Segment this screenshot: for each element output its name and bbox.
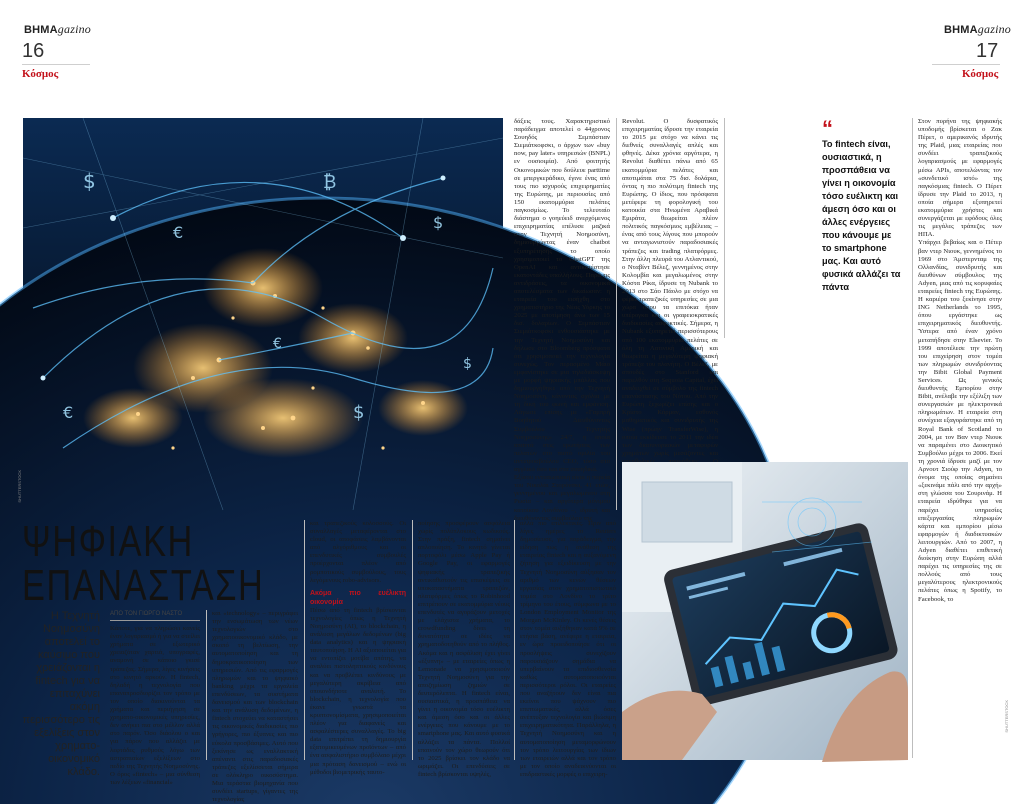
article-column-8 [918, 118, 1002, 758]
currency-symbol-icon: $ [83, 169, 96, 193]
paragraph: Πέσω από τη fintech βρίσκονται τεχνολογίες όπως η Τεχνητή Νοημοσύνη (AI), το blockchain, η ανάλυση μεγάλων δεδομένων (big data analytics) και η ψηφιακή ταυτοποίηση. Η AI αξιοποιείται για να εντοπίζει μοτίβα απάτης, να αναλύει πιστοληπτικούς κινδύνους και να προβλέπει κινδύνους με μεγαλύτερη ακρίβεια από οποιονδήποτε αναλυτή. Το blockchain, η τεχνολογία που έκανε γνωστά τα κρυπτονομίσματα, χρησιμοποιείται πλέον για διαφανείς και ασφαλέστερες συναλλαγές. Το big data επιτρέπει τη δημιουργία εξατομικευμένων προϊόντων – από ένα ασφαλιστήριο συμβόλαιο μέχρι μια πρόταση δανεισμού – ενώ οι μέθοδοι βιομετρικής ταυτο- [310, 606, 406, 776]
column-divider [724, 118, 725, 338]
earth-network-photo [23, 118, 503, 510]
header-rule-left [22, 64, 90, 65]
article-column-2 [212, 610, 298, 804]
network-node-icon [110, 215, 116, 221]
article-column-5 [514, 118, 610, 522]
pull-quote: Το fintech είναι, ουσιαστικά, η προσπάθεια να γίνει η οικονομία τόσο ευέλικτη και άμεση όσο και οι άλλες ενέργειες που κάνουμε με το smartphone μας. Και αυτό φυσικά αλλάζει τα πάντα [822, 139, 901, 292]
section-label-right: Κόσμος [962, 68, 999, 80]
paragraph: ποίησης προσφέρουν ασφάλεια χωρίς πολύπλοκους κωδικούς. Στην πράξη, fintech σημαίνει απλοποίηση. Το κινητό γίνεται πορτοφόλι μέσω Apple Pay ή Google Pay, οι εφαρμογές ψηφιακής τραπεζικής αντικαθιστούν τις επισκέψεις σε υποκαταστήματα τραπεζών, πλατφόρμες όπως το Robinhood επιτρέπουν σε εκατομμύρια νέους επενδυτές να αγοράζουν μετοχές με ελάχιστα χρήματα, το crowdfunding δίνει τη δυνατότητα σε ιδέες να χρηματοδοτηθούν από το πλήθος. Ακόμα και η ασφάλιση έχει γίνει «έξυπνη» – με εταιρείες όπως η Lemonade να χρησιμοποιούν Τεχνητή Νοημοσύνη για την αποζημίωση ζημιών σε δευτερόλεπτα. Η fintech είναι, ουσιαστικά, η προσπάθεια να γίνει η οικονομία τόσο ευέλικτη και άμεση όσο και οι άλλες ενέργειες που κάνουμε με το smartphone μας. Και αυτό φυσικά αλλάζει τα πάντα. Πολλοί επαινούν τον χώρο θεωρούν ότι το 2025 βρίσκει τον κλάδο να ωριμάζει. Οι επενδύσεις σε fintech βρίσκονται υψηλές, [418, 520, 510, 778]
byline: ΑΠΟ ΤΟΝ ΓΙΩΡΓΟ ΝΑΣΤΟ [110, 610, 200, 621]
currency-symbol-icon: $ [433, 213, 444, 232]
paragraph: Εξίσου εντυπωσιακή είναι η πορεία του Νικολάι Στορόνσκι, 41 ετών, γεννημένου και μεγαλωμένου στη Ρωσία – και αργότερα μόνιμου κατοίκου Λονδίνου –, ιδρυτή και διευθύνοντος συμβούλου της [514, 474, 610, 522]
paragraph: Υπάρχει βεβαίως και ο Πέτερ βαν ντερ Νιουκ, γεννημένος το 1969 στο Άμστερνταμ της Ολλανδίας, συνιδρυτής και διευθύνων σύμβουλος της Adyen, μιας από τις κορυφαίες εταιρείες fintech της Ευρώπης. Η καριέρα του ξεκίνησε στην ING Netherlands το 1995, όπου εργάστηκε ως επιχειρηματικός διευθυντής. Ύστερα από έναν χρόνο μεταπήδησε στην Elsevier. Το 1999 αποτέλεσε την πρώτη του επιχείρηση στον τομέα των πληρωμών συνιδρύοντας την Bibit Global Payment Services. Ως γενικός διευθυντής Εμπορίου στην Bibit, ανέλαβε την εξέλιξη των συνεργασιών με ηλεκτρονικά πληρωμάτων. Η εταιρεία στη συνέχεια εξαγοράστηκε από τη Royal Bank of Scotland το 2004, με τον Βαν ντερ Νιουκ να παραμένει στο Διοικητικό Συμβούλιο μέχρι το 2006. Εκεί τη χρονιά ίδρυσε μαζί με τον Αρνουτ Σιούφ την Adyen, το όνομα της οποίας σημαίνει «ξεκινάμε πάλι από την αρχή» στη γλώσσα του Σουρινάμ. Η εταιρεία ιδρύθηκε για να παρέχει υπηρεσίες επεξεργασίας πληρωμών κάρτα και εμπορίου μέσω εφαρμογών ή διαδικτυακών λειτουργιών. Από το 2007, η Adyen διαθέτει επιθετική διοίκηση στην Ευρώπη αλλά παρέχει τις υπηρεσίες της σε πολλούς από τους μεγαλύτερους ηλεκτρονικούς πελάτες όπως η Spotify, το Facebook, το [918, 239, 1002, 603]
column-divider [304, 520, 305, 760]
currency-symbol-icon: € [173, 223, 184, 242]
currency-symbol-icon: € [273, 336, 282, 352]
section-subhead: Ακόμα πιο ευέλικτη οικονομία [310, 589, 406, 606]
paragraph: αλλά πιο επιλεκτικές. Πριν από λίγες ημέρες το Reuters δημοσίευσε, για παράδειγμα, την είδηση πως η ανάθεση της εταιρείας fintech και η αυξανόμενη ζήτηση για εξειδίκευση με την Τεχνητή Νοημοσύνη αύξησαν τον αριθμό των κενών θέσεων εργασίας στον χρηματοπιστωτικό τομέα στο Λονδίνο το τρίτο τρίμηνο του έτους, σύμφωνα με το London Employment Monitor της Morgan McKinley. Οι κενές θέσεις στον τομέα αυξήθηκαν κατά 9% σε ετήσια βάση, ανέφερε η εταιρεία, εν ώρα προειδοποίησε ότι οι προσλήψεις συνεχίζουν παρουσιάζουν σημάδια να υπερβαίνουν τα επιδιοσθενσία καθώς αυτοματοποιούνται περισσότεροι ρόλοι. Οι εταιρείες που αναζήτουν δεν είναι πια εκείνοι που ψάχνουν πιο επιπτωματικές, αλλά όσες ανέπτυξαν τεχνολογία και βιώσιμη επιχειρηματικότητα. Παράλληλα, η Τεχνητή Νοημοσύνη και η αυτοματοποίηση μεταμορφώνουν τον τρόπο λειτουργίας των ίδιων των εταιρειών αλλά και τον τρόπο με τον οποίο αναδεικνύονται οι επιδραστικές μορφές ο επιχειρη- [520, 520, 616, 778]
article-headline [22, 517, 265, 610]
currency-symbol-icon: ₿ [323, 172, 337, 193]
headline-line: ΨΗΦΙΑΚΗ [22, 517, 194, 566]
column-divider [912, 118, 913, 758]
photo-credit-earth: SHUTTERSTOCK [17, 470, 22, 503]
article-column-6 [622, 118, 718, 510]
column-divider [616, 118, 617, 510]
brand-italic: gazino [977, 22, 1012, 36]
earth-network-illustration [23, 118, 503, 510]
currency-symbol-icon: € [63, 403, 74, 422]
paragraph: και «technology» – περιγράφει την ενσωμάτωση των νέων τεχνολογιών στο χρηματοοικονομικό κλάδο, με σκοπό τη βελτίωση, την αυτοματοποίηση και τη δημοκρατικοποίηση των υπηρεσιών. Από τις εφαρμογές πληρωμών και το ψηφιακό banking μέχρι τα εργαλεία επενδύσεων, τα συστήματα δανεισμού και των blockchain και την ανάλυση δεδομένων, η fintech στοχεύει να καταστήσει τις οικονομικές διαδικασίες πιο γρήγορες, πιο έξυπνες και πιο εύκολα προσβάσιμες. Αυτό που ξεκίνησε ως εναλλακτική απέναντι στις παραδοσιακές τράπεζες εξελίσσεται σήμερα σε ολόκληρο οικοσύστημα. Μια τεράστια βιομηχανία που συνδέει startups, γίγαντες της τεχνολογίας [212, 610, 298, 804]
article-column-1 [110, 610, 200, 786]
section-label-left: Κόσμος [22, 68, 59, 80]
paragraph: Κάποτε, για να πληρώσει κανείς έναν λογαριασμό ή για να στείλει χρήματα σε εξωτερικό χρειαζόταν χαρτιά, υπογραφές, αναμονή σε κάποιο γκισέ τράπεζας. Σήμερα, λίγες κινήσεις στο κινητό αρκούν. Η fintech, δηλαδή η τεχνολογία που επαναπροσδιορίζει τον τρόπο με τον οποίο διακινούνται τα χρήματα και περιήγηση σε χρηματο-οικονομικές υπηρεσίες, δεν ανήκει πια στο μέλλον αλλά στο παρόν. Όσο διάολου ο και για πάρον που αλλάζει με λεφτάδες ρυθμούς λόγω των αστραπιαίων εξελίξεων στο πεδίο της Τεχνητής Νοημοσύνης. Ο όρος «fintech» – μια σύνθεση των λέξεων «financial» [110, 625, 200, 786]
currency-symbol-icon: $ [463, 356, 472, 372]
column-divider [412, 520, 413, 760]
network-node-icon [400, 235, 406, 241]
page-number-right: 17 [976, 40, 999, 62]
column-divider [206, 610, 207, 760]
tablet-illustration [622, 462, 908, 760]
paragraph: δάξεις τους. Χαρακτηριστικό παράδειγμα αποτελεί ο 44χρονος Σουηδός Σεμπάστιαν Σιεμιάτκοφσκι, ο άρχων των «buy now, pay later» υπηρεσιών (BNPL) εν ουσιοιμία). Από φοιτητής Οικονομικών που δούλευε parttime σε μπεργκεράδικο, έγινε ένας από τους πιο ισχυρούς επιχειρηματίες της Ευρώπης, με περιουσίες από 150 εκατομμύρια πελάτες παγκοσμίως. Το τελευταίο διάστημα ο γοηεύειδ ανερχόμενος επιχειρηματίας επέλυσε μαζικά στην Τεχνητή Νοημοσύνη, δημιουργώντας έναν chatbot εξυπηρέτησης το οποίο χρησιμοποιεί το ChatGPT της OpenAI και αντικατέστησε εκατοντάδες υπαλλήλους. Παρά τις αντιδράσεις, τα οικονομικά αποτελέσματα των δικαίωσαν: η εταιρεία του εισήχθη στο χρηματιστήριο της Νέας Υόρκης το 2025 με αποτίμηση άνω των 15 δισ. δολαρίων. Ο Σεμπάστιαν Σιεμιάτκοφσκι ενθουσιάστηκε με την Τεχνητή Νοημοσύνη και δήλωσε στο Bloomberg πρόσφατα ότι χρησιμοποιεί την τεχνολογία συνεχώς. Τον περασμένο Μάιο εμφανίστηκε σε μια τηλεδιάσκεψη με μορφή ψηφιακής μπάλλας που δημιουργήθηκε από την Τεχνητή Νοημοσύνη, κάνοντας σχόλια με τη δική του φωνή και εμφάνιση. Λάγωσε επίσης με «Γαμπρή Βοηθητού Διευθύνοντος Συμβούλου Τεχνητής Νοημοσύνης» 24/7, η οποία απαντά στις ερωτήσεις των πελατών στο πιστό ομιλία του αντιπροσβούλου CEO, τόσο στο αγγλικό όσο και στα σουηδικά. [514, 118, 610, 474]
paragraph: και τραπεζικούς κολοσσούς. Οι συναλλαγές μεταφέρονται στο cloud, οι αποφάσεις λαμβάνονται από αλγόριθμους και οι επενδυτικές συμβουλές προέρχονται πλέον από ρομποτικούς συμβούλους, τους λεγόμενους robo-advisors. [310, 520, 406, 584]
brand-bold: BHMA [944, 24, 978, 36]
photo-credit-tablet: SHUTTERSTOCK [1004, 700, 1009, 733]
network-node-icon [41, 376, 46, 381]
magazine-brand-left [24, 22, 91, 37]
headline-line: ΕΠΑΝΑΣΤΑΣΗ [22, 561, 265, 610]
article-standfirst: Η Τεχνητή Νοημοσύνη αποτελεί το καύσιμο που χρειάζονται η fintech για να επιταχύνει ακόμη περισσότερο τις εξελίξεις στον χρηματο-οικονομικό κλάδο. [22, 610, 100, 778]
article-column-3 [310, 520, 406, 776]
quote-mark-icon: “ [822, 116, 833, 141]
article-column-4 [418, 520, 510, 778]
brand-italic: gazino [57, 22, 92, 36]
tablet-fintech-photo [622, 462, 908, 760]
header-rule-right [932, 64, 1000, 65]
brand-bold: BHMA [24, 24, 58, 36]
paragraph: Στον πυρήνα της ψηφιακής υποδομής βρίσκεται ο Ζακ Πέρετ, ο αμερικανός ιδρυτής της Plaid, μιας εταιρείας που συνδέει τραπεζικούς λογαριασμούς με εφαρμογές μέσω APIs, αποτελώντας τον «συνδετικό ιστό» της παγκόσμιας fintech. Ο Πέρετ ίδρυσε την Plaid το 2013, η οποία σήμερα εξυπηρετεί εκατομμύρια χρήστες και συνεργάζεται με εφόδους όλες τις μεγάλες τράπεζες των ΗΠΑ. [918, 118, 1002, 239]
page-number-left: 16 [22, 40, 45, 62]
column-divider [514, 520, 515, 760]
network-node-icon [441, 176, 446, 181]
article-column-7 [520, 520, 616, 778]
paragraph: Revolut. Ο δυσφατικός επιχειρηματίας ίδρυσε την εταιρεία το 2015 με στόχο να κάνει τις διεθνείς συναλλαγές απλές και φθηνές. Δέκα χρόνια αργότερα, η Revolut διαθέτει πάνω από 65 εκατομμύρια πελάτες και αποτιμάται στα 75 δισ. δολάρια, όντας η πιο πολύτιμη fintech της Ευρώπης. Ο ίδιος, που πρόσφατα μετέφερε τη φορολογική του κατοικία στα Ηνωμένα Αραβικά Εμιράτα, θεωρείται πλέον πολιτικός παγκόσμιος εμβέλειας – ένας από τους λίγους που μπορούν να ανταγωνιστούν παραδοσιακές τράπεζες και trading πλατφόρμες. Στην άλλη πλευρά του Ατλαντικού, ο Νταβίντ Βέλεζ, γεννημένος στην Κολομβία και μεγαλωμένος στην Κόστα Ρίκα, ίδρυσε τη Nubank το 2013 στο Σάο Πάολο με στόχο να φέρει τραπεζικές υπηρεσίες σε μια χώρα όπου τα επιτόκια ήταν υπέρογκα και οι γραφειοκρατικές διαδικασίες ασφυκτικές. Σήμερα, η Nubank εξυπηρετεί περισσότερους από 100 εκατομμύρια πελάτες σε όλη τη Λατινική Αμερική και θεωρείται η μεγαλύτερη ψηφιακή τράπεζα του πλανήτη. Ο Βέλεζ, με σπουδές στο Stanford και παρελθόν στη Sequoia Capital, έχει αναδειχθεί σε σύμβολο της fintech επανάστασης του Νότου. Από την Ευρώπη ξεχωρίζει επίσης και ο Κρίστο Κάρμαν, εσθονός μαθηματικός και συνιδρυτής της Wise (πρώην TransferWise), η οποία εκκίδευσε το 2011 την ιδέα των διασυνοριακών μεταφορών χρημάτων χωρίς μεσάζοντες και [622, 118, 718, 457]
currency-symbol-icon: $ [353, 402, 365, 423]
magazine-brand-right [944, 22, 1011, 37]
